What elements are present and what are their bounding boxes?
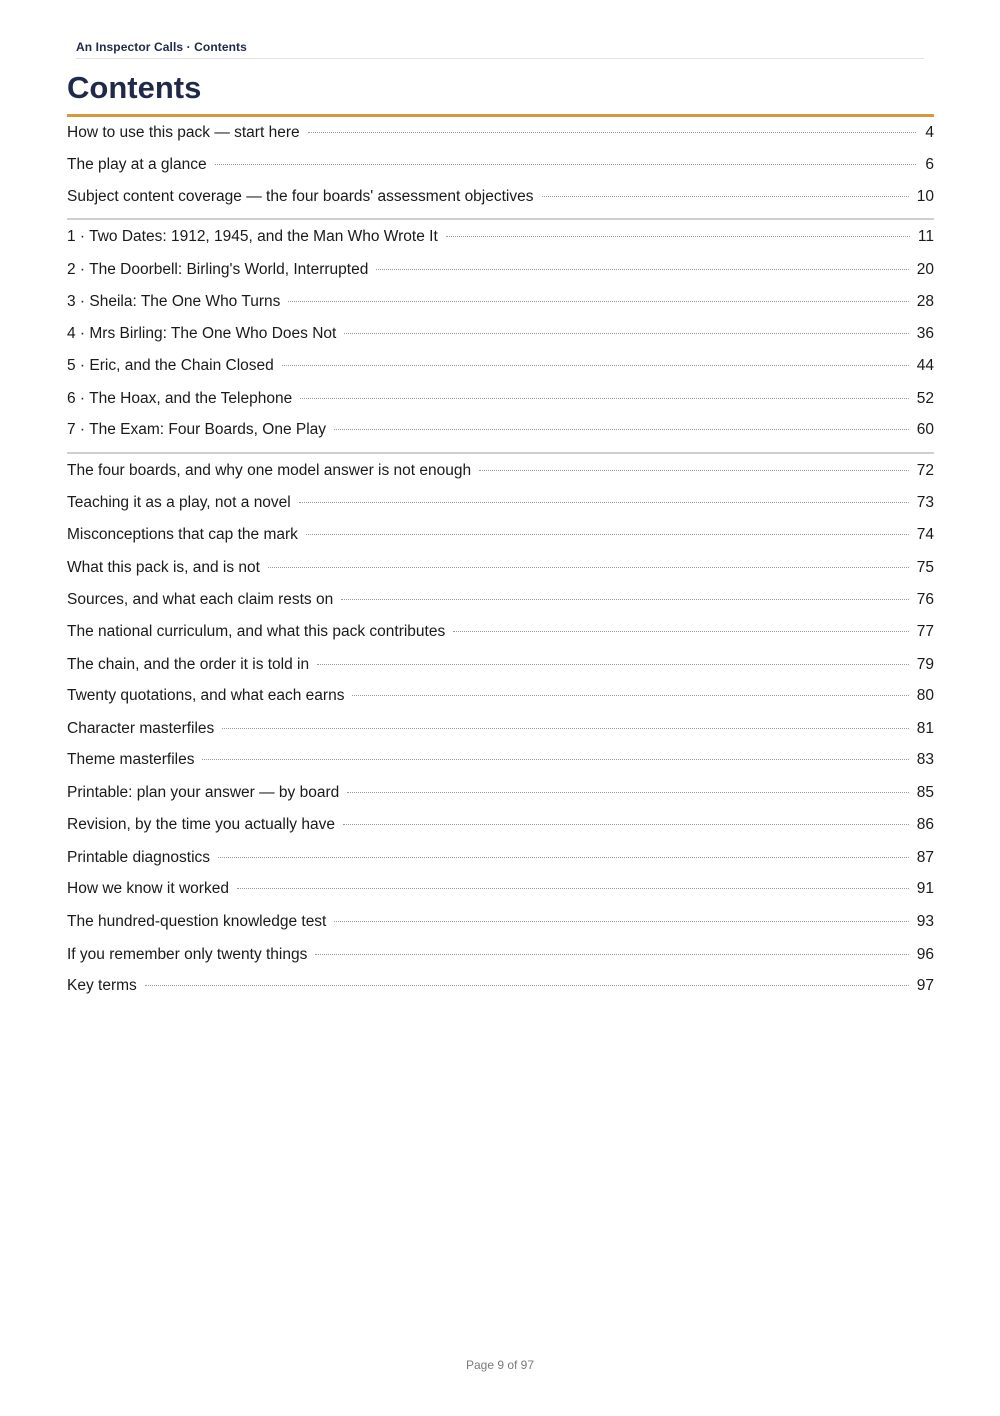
toc-entry-label: 6 · The Hoax, and the Telephone xyxy=(67,390,293,407)
dot-leader xyxy=(222,728,908,729)
toc-entry-page: 77 xyxy=(916,623,934,640)
section-divider xyxy=(67,452,934,454)
toc-entry-page: 52 xyxy=(916,390,934,407)
toc-entry-label: Printable: plan your answer — by board xyxy=(67,784,340,801)
dot-leader xyxy=(446,236,910,237)
toc-entry[interactable] xyxy=(67,523,934,547)
toc-entry-label: 1 · Two Dates: 1912, 1945, and the Man Who Wrote It xyxy=(67,228,438,245)
toc-entry-page: 83 xyxy=(916,751,934,768)
toc-entry-page: 96 xyxy=(916,946,934,963)
dot-leader xyxy=(145,985,909,986)
toc-entry-label: Key terms xyxy=(67,977,137,994)
toc-entry-label: The chain, and the order it is told in xyxy=(67,656,310,673)
toc-entry-label: The hundred-question knowledge test xyxy=(67,913,327,930)
toc-entry-label: Sources, and what each claim rests on xyxy=(67,591,334,608)
toc-entry[interactable] xyxy=(67,748,934,772)
dot-leader xyxy=(453,631,909,632)
toc-entry-label: The four boards, and why one model answer is not enough xyxy=(67,462,472,479)
toc-entry[interactable] xyxy=(67,459,934,483)
toc-entry-label: The play at a glance xyxy=(67,156,207,173)
toc-entry[interactable] xyxy=(67,121,934,145)
running-header-text: An Inspector Calls · Contents xyxy=(76,40,247,54)
toc-entry-label: Misconceptions that cap the mark xyxy=(67,526,298,543)
toc-entry-label: Twenty quotations, and what each earns xyxy=(67,687,345,704)
dot-leader xyxy=(268,567,909,568)
dot-leader xyxy=(288,301,908,302)
dot-leader xyxy=(347,792,908,793)
dot-leader xyxy=(352,695,908,696)
toc-entry-page: 85 xyxy=(916,784,934,801)
toc-entry-page: 74 xyxy=(916,526,934,543)
toc-entry-page: 75 xyxy=(916,559,934,576)
dot-leader xyxy=(306,534,909,535)
toc-entry-label: How to use this pack — start here xyxy=(67,124,300,141)
toc-entry[interactable] xyxy=(67,877,934,901)
toc-entry[interactable] xyxy=(67,491,934,515)
toc-entry[interactable] xyxy=(67,185,934,209)
dot-leader xyxy=(282,365,909,366)
dot-leader xyxy=(334,921,908,922)
toc-entry-page: 80 xyxy=(916,687,934,704)
toc-entry-label: Teaching it as a play, not a novel xyxy=(67,494,291,511)
toc-entry[interactable] xyxy=(67,620,934,644)
toc-entry-page: 97 xyxy=(916,977,934,994)
toc-entry-label: 7 · The Exam: Four Boards, One Play xyxy=(67,421,327,438)
toc-entry-page: 20 xyxy=(916,261,934,278)
toc-entry-label: What this pack is, and is not xyxy=(67,559,260,576)
toc-entry[interactable] xyxy=(67,588,934,612)
toc-entry[interactable] xyxy=(67,974,934,998)
toc-entry-page: 11 xyxy=(917,228,934,245)
toc-entry[interactable] xyxy=(67,717,934,741)
dot-leader xyxy=(341,599,909,600)
toc-entry[interactable] xyxy=(67,943,934,967)
toc-entry-label: How we know it worked xyxy=(67,880,229,897)
page-number: Page 9 of 97 xyxy=(465,1358,535,1372)
page-title: Contents xyxy=(67,70,202,105)
toc-entry-page: 36 xyxy=(916,325,934,342)
toc-chapter-entry[interactable] xyxy=(67,387,934,411)
toc-entry-page: 93 xyxy=(916,913,934,930)
page-footer xyxy=(0,1358,1000,1372)
toc-entry[interactable] xyxy=(67,684,934,708)
toc-entry-label: Printable diagnostics xyxy=(67,849,211,866)
toc-entry-label: Subject content coverage — the four boards' assessment objectives xyxy=(67,188,534,205)
toc-entry-page: 72 xyxy=(916,462,934,479)
dot-leader xyxy=(542,196,909,197)
toc-chapter-entry[interactable] xyxy=(67,258,934,282)
dot-leader xyxy=(344,333,908,334)
dot-leader xyxy=(237,888,909,889)
toc-entry[interactable] xyxy=(67,556,934,580)
toc-entry-page: 6 xyxy=(925,156,934,173)
toc-entry-page: 44 xyxy=(916,357,934,374)
toc-entry-label: 5 · Eric, and the Chain Closed xyxy=(67,357,274,374)
toc-entry-page: 28 xyxy=(916,293,934,310)
toc-entry[interactable] xyxy=(67,910,934,934)
toc-entry[interactable] xyxy=(67,813,934,837)
toc-entry[interactable] xyxy=(67,781,934,805)
dot-leader xyxy=(317,664,909,665)
section-divider xyxy=(67,218,934,220)
dot-leader xyxy=(202,759,908,760)
toc-entry[interactable] xyxy=(67,846,934,870)
toc-chapter-entry[interactable] xyxy=(67,354,934,378)
dot-leader xyxy=(299,502,909,503)
dot-leader xyxy=(376,269,908,270)
dot-leader xyxy=(315,954,908,955)
dot-leader xyxy=(215,164,916,165)
toc-entry-page: 4 xyxy=(925,124,934,141)
dot-leader xyxy=(334,429,909,430)
toc-entry-label: Character masterfiles xyxy=(67,720,215,737)
toc-entry-page: 10 xyxy=(916,188,934,205)
title-underline xyxy=(67,114,934,117)
toc-entry-label: Theme masterfiles xyxy=(67,751,195,768)
running-header xyxy=(76,38,924,59)
toc-entry-label: 3 · Sheila: The One Who Turns xyxy=(67,293,281,310)
toc-entry-label: Revision, by the time you actually have xyxy=(67,816,335,833)
toc-entry-page: 73 xyxy=(916,494,934,511)
toc-chapter-entry[interactable] xyxy=(67,418,934,442)
toc-entry-label: 2 · The Doorbell: Birling's World, Interrupted xyxy=(67,261,369,278)
toc-entry[interactable] xyxy=(67,653,934,677)
toc-entry[interactable] xyxy=(67,153,934,177)
toc-chapter-entry[interactable] xyxy=(67,225,934,249)
toc-entry-page: 60 xyxy=(916,421,934,438)
toc-entry-page: 81 xyxy=(916,720,934,737)
toc-entry-page: 87 xyxy=(916,849,934,866)
toc-entry-label: The national curriculum, and what this pack contributes xyxy=(67,623,446,640)
toc-entry-label: 4 · Mrs Birling: The One Who Does Not xyxy=(67,325,337,342)
toc-chapter-entry[interactable] xyxy=(67,322,934,346)
dot-leader xyxy=(308,132,916,133)
toc-entry-page: 86 xyxy=(916,816,934,833)
toc-entry-page: 79 xyxy=(916,656,934,673)
toc-entry-page: 76 xyxy=(916,591,934,608)
dot-leader xyxy=(479,470,909,471)
toc-entry-page: 91 xyxy=(916,880,934,897)
dot-leader xyxy=(343,824,909,825)
toc-chapter-entry[interactable] xyxy=(67,290,934,314)
dot-leader xyxy=(218,857,909,858)
dot-leader xyxy=(300,398,909,399)
toc-entry-label: If you remember only twenty things xyxy=(67,946,308,963)
